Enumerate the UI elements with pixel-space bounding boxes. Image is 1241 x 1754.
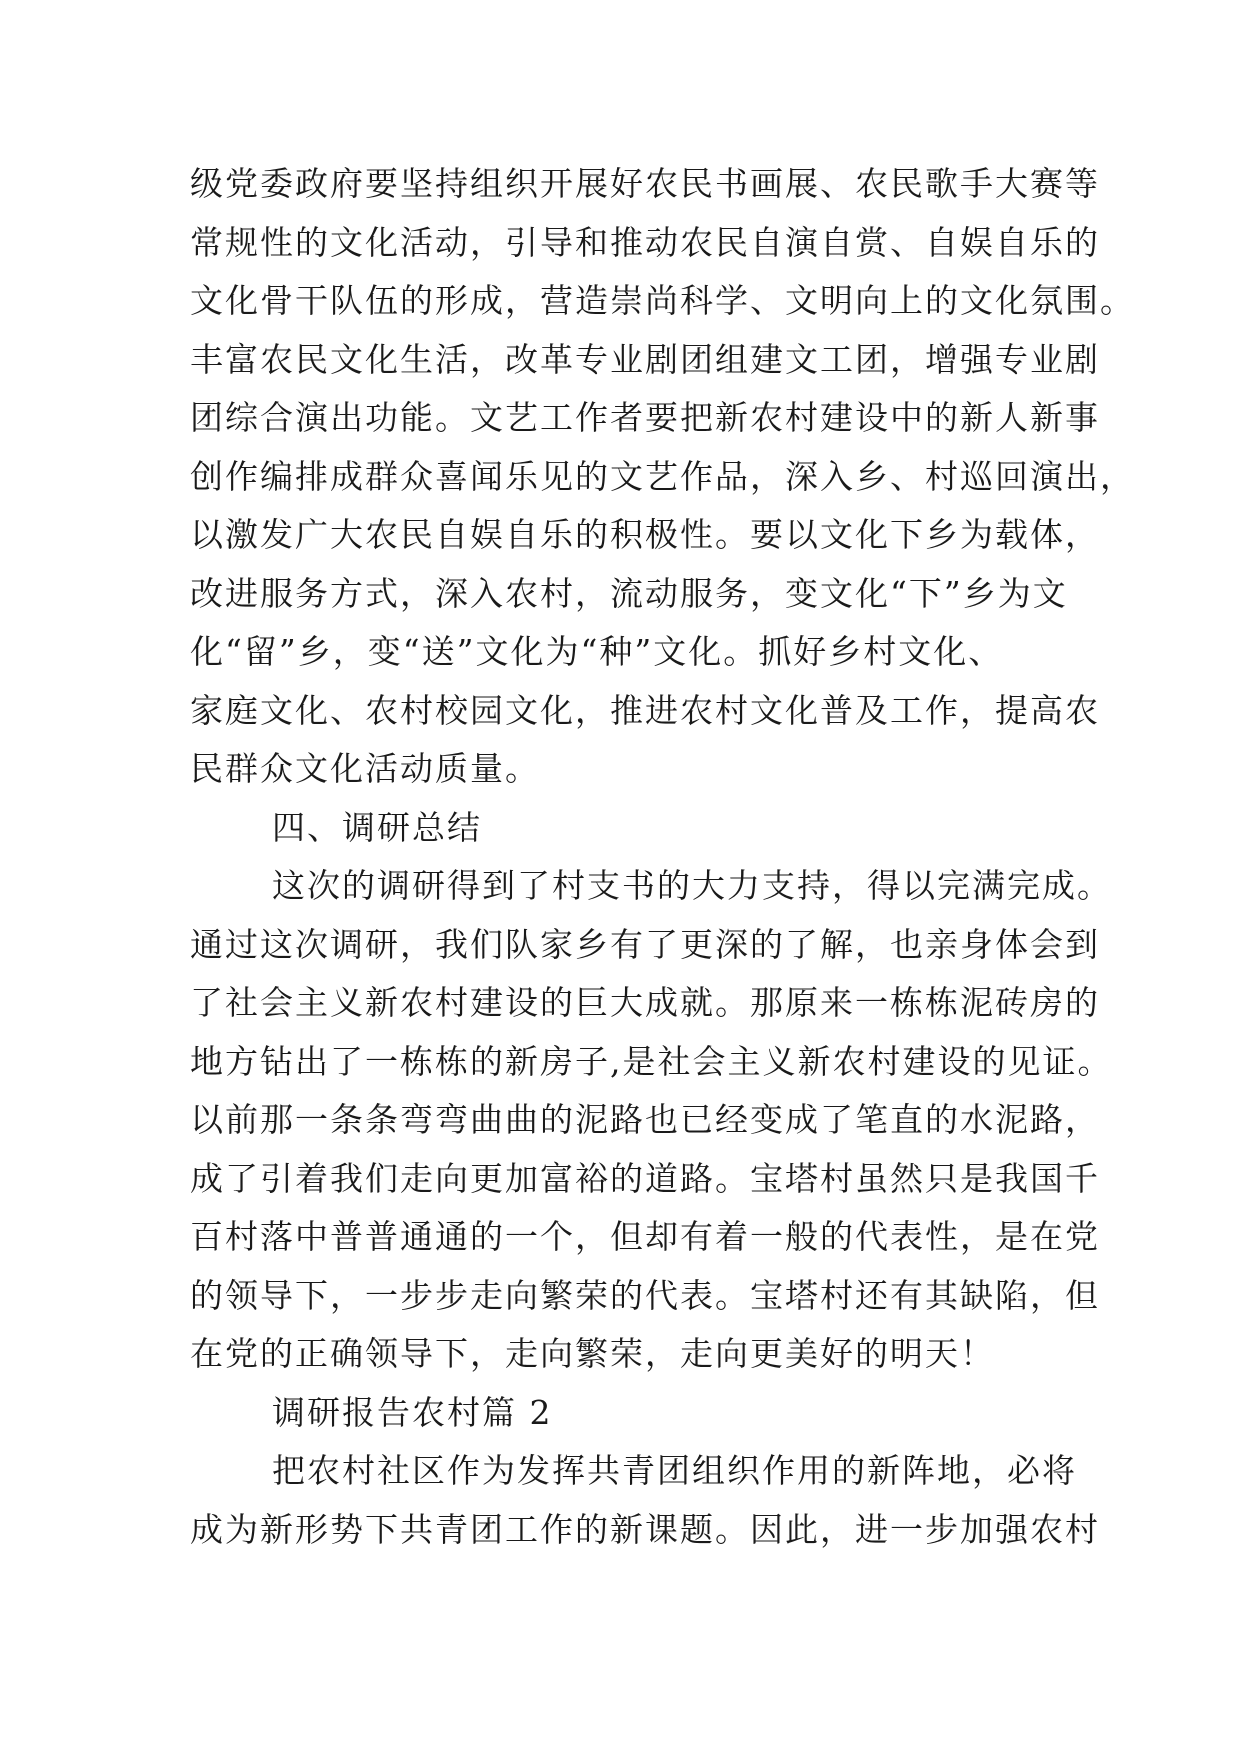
- body-line: 以激发广大农民自娱自乐的积极性。要以文化下乡为载体，: [190, 515, 1100, 554]
- body-line: 文化骨干队伍的形成，营造崇尚科学、文明向上的文化氛围。: [190, 281, 1135, 320]
- body-line: 在党的正确领导下，走向繁荣，走向更美好的明天！: [190, 1334, 995, 1373]
- body-line: 团综合演出功能。文艺工作者要把新农村建设中的新人新事: [190, 398, 1100, 437]
- section-heading: 调研报告农村篇 2: [272, 1392, 553, 1432]
- body-line: 民群众文化活动质量。: [190, 749, 540, 788]
- document-body: [190, 155, 1135, 1559]
- body-line: 创作编排成群众喜闻乐见的文艺作品，深入乡、村巡回演出，: [190, 456, 1135, 496]
- section-heading: 四、调研总结: [272, 807, 482, 847]
- body-line: 化“留”乡，变“送”文化为“种”文化。抓好乡村文化、: [190, 632, 1004, 671]
- body-line: 以前那一条条弯弯曲曲的泥路也已经变成了笔直的水泥路，: [190, 1100, 1100, 1139]
- body-line: 改进服务方式，深入农村，流动服务，变文化“下”乡为文: [190, 573, 1068, 613]
- body-line: 的领导下，一步步走向繁荣的代表。宝塔村还有其缺陷，但: [190, 1275, 1100, 1315]
- paragraph-first-line: 这次的调研得到了村支书的大力支持，得以完满完成。: [272, 866, 1112, 905]
- paragraph-first-line: 把农村社区作为发挥共青团组织作用的新阵地，必将: [272, 1451, 1077, 1490]
- body-line: 常规性的文化活动，引导和推动农民自演自赏、自娱自乐的: [190, 222, 1100, 262]
- body-line: 家庭文化、农村校园文化，推进农村文化普及工作，提高农: [190, 690, 1100, 730]
- body-line: 成了引着我们走向更加富裕的道路。宝塔村虽然只是我国千: [190, 1158, 1100, 1198]
- body-line: 地方钻出了一栋栋的新房子,是社会主义新农村建设的见证。: [190, 1041, 1113, 1081]
- body-line: 百村落中普普通通的一个，但却有着一般的代表性，是在党: [190, 1217, 1100, 1256]
- body-line: 成为新形势下共青团工作的新课题。因此，进一步加强农村: [190, 1509, 1100, 1549]
- body-line: 级党委政府要坚持组织开展好农民书画展、农民歌手大赛等: [190, 164, 1100, 203]
- body-line: 丰富农民文化生活，改革专业剧团组建文工团，增强专业剧: [190, 339, 1100, 379]
- body-line: 了社会主义新农村建设的巨大成就。那原来一栋栋泥砖房的: [190, 983, 1100, 1022]
- body-line: 通过这次调研，我们队家乡有了更深的了解，也亲身体会到: [190, 924, 1100, 964]
